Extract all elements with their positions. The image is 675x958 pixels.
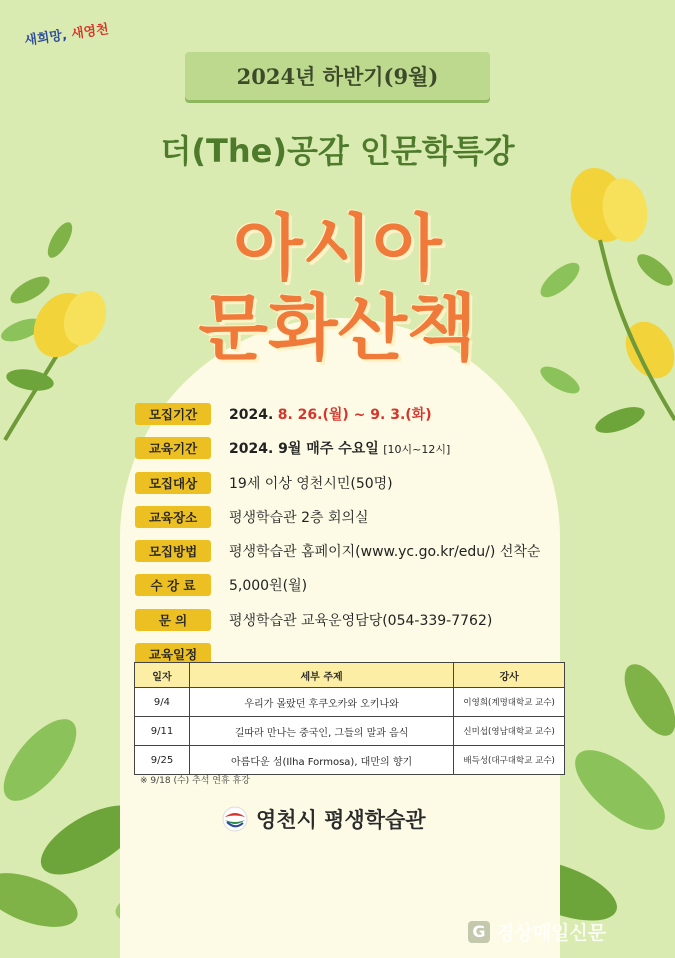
value-contact: 평생학습관 교육운영담당(054-339-7762) bbox=[229, 612, 493, 629]
cell-date: 9/25 bbox=[135, 746, 190, 775]
cell-lecturer: 신미섭(영남대학교 교수) bbox=[454, 717, 565, 746]
info-row-edu-period bbox=[135, 432, 615, 464]
tag-contact: 문 의 bbox=[135, 609, 211, 631]
cell-date: 9/4 bbox=[135, 688, 190, 717]
tag-method: 모집방법 bbox=[135, 540, 211, 562]
tag-edu-period: 교육기간 bbox=[135, 437, 211, 459]
title-line-1: 아시아 bbox=[233, 206, 442, 290]
cell-date: 9/11 bbox=[135, 717, 190, 746]
schedule-table bbox=[134, 662, 565, 775]
subtitle: 더(The)공감 인문학특강 bbox=[160, 132, 515, 170]
title-line-2: 문화산책 bbox=[198, 286, 477, 370]
cell-lecturer: 이영희(계명대학교 교수) bbox=[454, 688, 565, 717]
cell-topic: 우리가 몰랐던 후쿠오카와 오키나와 bbox=[189, 688, 453, 717]
tag-fee: 수 강 료 bbox=[135, 574, 211, 596]
news-logo-icon: G bbox=[468, 921, 490, 943]
value-period: 2024. 8. 26.(월) ~ 9. 3.(화) bbox=[229, 407, 432, 423]
table-row bbox=[135, 746, 565, 775]
header-lecturer: 강사 bbox=[454, 663, 565, 688]
tag-schedule: 교육일정 bbox=[135, 643, 211, 665]
info-row-fee bbox=[135, 569, 615, 601]
value-edu-period: 2024. 9월 매주 수요일 [10시~12시] bbox=[229, 441, 451, 458]
info-row-method bbox=[135, 535, 615, 567]
slogan-part2: 새영천 bbox=[70, 22, 110, 43]
table-row bbox=[135, 688, 565, 717]
info-list bbox=[135, 398, 615, 672]
cell-lecturer: 배득성(대구대학교 교수) bbox=[454, 746, 565, 775]
city-emblem-icon bbox=[222, 806, 248, 832]
table-row bbox=[135, 717, 565, 746]
value-fee: 5,000원(월) bbox=[229, 578, 308, 595]
cell-topic: 길따라 만나는 중국인, 그들의 말과 음식 bbox=[189, 717, 453, 746]
header-topic: 세부 주제 bbox=[189, 663, 453, 688]
info-row-period bbox=[135, 398, 615, 430]
cell-topic: 아름다운 섬(Ilha Formosa), 대만의 향기 bbox=[189, 746, 453, 775]
info-row-place bbox=[135, 501, 615, 533]
organizer-name: 영천시 평생학습관 bbox=[256, 808, 426, 832]
header-date: 일자 bbox=[135, 663, 190, 688]
info-row-target bbox=[135, 467, 615, 499]
value-place: 평생학습관 2층 회의실 bbox=[229, 509, 369, 526]
tag-place: 교육장소 bbox=[135, 506, 211, 528]
slogan-part1: 새희망, bbox=[23, 28, 68, 49]
info-row-contact bbox=[135, 604, 615, 636]
organizer-logo bbox=[222, 804, 426, 834]
period-ribbon bbox=[185, 52, 490, 100]
ribbon-text: 2024년 하반기(9월) bbox=[236, 64, 439, 89]
watermark-text: 경상매일신문 bbox=[496, 922, 607, 944]
table-header-row bbox=[135, 663, 565, 688]
value-method: 평생학습관 홈페이지(www.yc.go.kr/edu/) 선착순 bbox=[229, 544, 541, 561]
holiday-note: ※ 9/18 (수) 추석 연휴 휴강 bbox=[140, 776, 250, 786]
news-watermark bbox=[468, 918, 606, 945]
tag-target: 모집대상 bbox=[135, 472, 211, 494]
value-target: 19세 이상 영천시민(50명) bbox=[229, 475, 393, 492]
tag-period: 모집기간 bbox=[135, 403, 211, 425]
